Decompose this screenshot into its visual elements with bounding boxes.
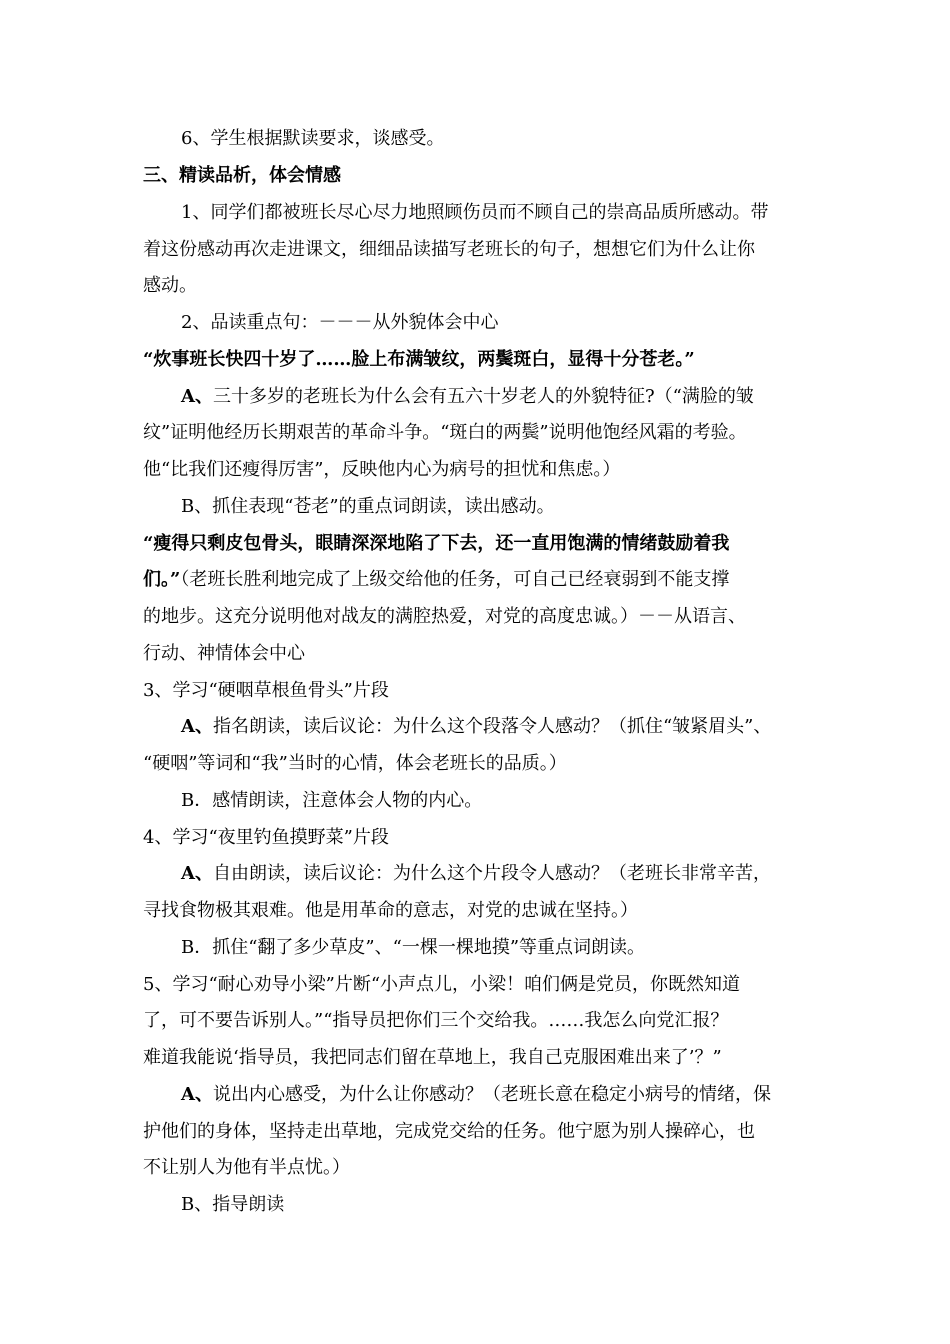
text-run: 的地步。这充分说明他对战友的满腔热爱，对党的高度忠诚。）－－从语言、 [143,606,746,627]
text-run: 行动、神情体会中心 [143,643,305,664]
text-run: B．抓住“翻了多少草皮”、“一棵一棵地摸”等重点词朗读。 [181,937,646,958]
text-run: 指名朗读，读后议论：为什么这个段落令人感动？（抓住“皱紧眉头”、 [212,716,772,737]
text-run: “瘦得只剩皮包骨头，眼睛深深地陷了下去，还一直用饱满的情绪鼓励着我 [143,533,730,554]
quote-line [143,526,729,562]
text-line [181,1077,771,1113]
item-marker: A、 [181,386,213,407]
text-line [143,893,638,929]
text-run: 他“比我们还瘦得厉害”，反映他内心为病号的担忧和焦虑。） [143,459,621,480]
text-run: B、抓住表现“苍老”的重点词朗读，读出感动。 [181,496,555,517]
text-run: 们。” [143,569,181,590]
section-heading [143,158,341,194]
quote-line [143,342,695,378]
text-line [143,1114,755,1150]
text-line [143,232,755,268]
text-line [143,1150,350,1186]
text-line [143,746,567,782]
text-run: B．感情朗读，注意体会人物的内心。 [181,790,483,811]
text-line [143,1040,722,1076]
text-line [143,1003,728,1039]
text-line [143,452,620,488]
text-line [181,930,645,966]
item-marker: A、 [181,1084,213,1105]
text-run: 2、品读重点句：－－－从外貌体会中心 [181,312,499,333]
text-line [143,967,740,1003]
text-line [143,820,389,856]
text-run: 自由朗读，读后议论：为什么这个片段令人感动？（老班长非常辛苦， [212,863,771,884]
text-line [143,415,747,451]
item-marker: A、 [181,716,213,737]
text-run: B、指导朗读 [181,1194,285,1215]
text-run: 5、学习“耐心劝导小梁”片断“小声点儿，小梁！咱们俩是党员，你既然知道 [143,974,741,995]
text-run: 寻找食物极其艰难。他是用革命的意志，对党的忠诚在坚持。） [143,900,638,921]
text-run: 不让别人为他有半点忧。） [143,1157,350,1178]
text-run: 着这份感动再次走进课文，细细品读描写老班长的句子，想想它们为什么让你 [143,239,755,260]
text-line [143,268,197,304]
text-run: 4、学习“夜里钓鱼摸野菜”片段 [143,827,389,848]
text-run: 6、学生根据默读要求，谈感受。 [181,128,445,149]
text-run: 了，可不要告诉别人。”“指导员把你们三个交给我。……我怎么向党汇报？ [143,1010,729,1031]
text-run: 护他们的身体，坚持走出草地，完成党交给的任务。他宁愿为别人操碎心，也 [143,1121,755,1142]
text-line [181,856,771,892]
text-line [181,195,768,231]
text-run: 纹”证明他经历长期艰苦的革命斗争。“斑白的两鬓”说明他饱经风霜的考验。 [143,422,747,443]
text-line [181,489,555,525]
text-run: 感动。 [143,275,197,296]
text-line [181,121,444,157]
text-line [181,783,482,819]
text-line [143,673,389,709]
text-run: （老班长胜利地完成了上级交给他的任务，可自己已经衰弱到不能支撑 [180,569,730,590]
text-line [181,1187,284,1223]
text-line [143,636,305,672]
text-run: 三十多岁的老班长为什么会有五六十岁老人的外貌特征?（“满脸的皱 [212,386,754,407]
text-run: 1、同学们都被班长尽心尽力地照顾伤员而不顾自己的崇高品质所感动。带 [181,202,769,223]
text-line [181,709,771,745]
text-run: 三、精读品析，体会情感 [143,165,341,186]
text-line [181,305,498,341]
text-line [143,562,729,598]
item-marker: A、 [181,863,213,884]
text-run: “硬咽”等词和“我”当时的心情，体会老班长的品质。） [143,753,567,774]
text-line [181,379,754,415]
text-run: “炊事班长快四十岁了……脸上布满皱纹，两鬓斑白，显得十分苍老。” [143,349,695,370]
text-line [143,599,746,635]
text-run: 难道我能说‘指导员，我把同志们留在草地上，我自己克服困难出来了’？” [143,1047,722,1068]
text-run: 说出内心感受，为什么让你感动？（老班长意在稳定小病号的情绪，保 [212,1084,771,1105]
text-run: 3、学习“硬咽草根鱼骨头”片段 [143,680,389,701]
